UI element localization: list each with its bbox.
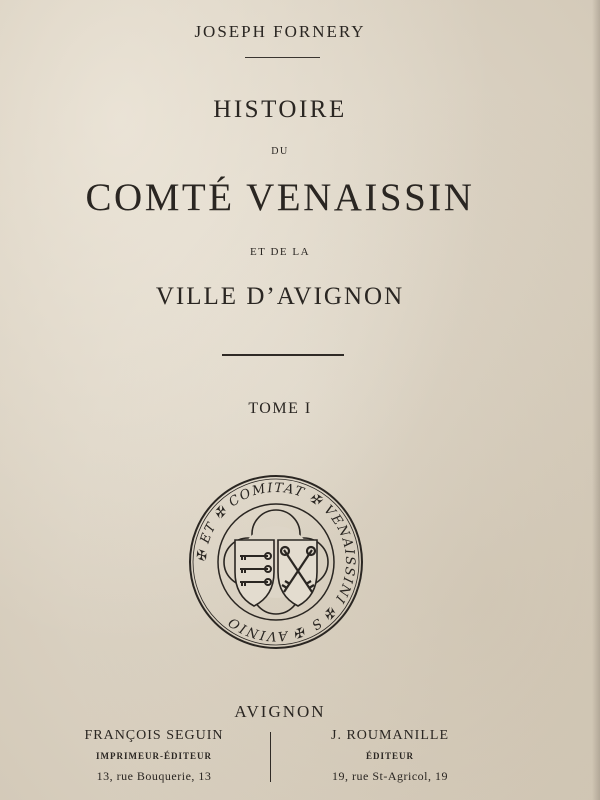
author-name: JOSEPH FORNERY xyxy=(194,22,366,41)
title-line-comte-venaissin: COMTÉ VENAISSIN xyxy=(85,176,475,219)
publication-city: AVIGNON xyxy=(234,702,326,721)
title-line-histoire: HISTOIRE xyxy=(213,96,347,123)
title-connector-du: DU xyxy=(271,146,289,157)
long-divider-rule xyxy=(222,354,344,356)
imprint-divider xyxy=(270,732,271,782)
short-divider-rule xyxy=(245,57,320,58)
printer-name: FRANÇOIS SEGUIN xyxy=(84,728,224,743)
publisher-imprint xyxy=(280,728,500,784)
printer-imprint xyxy=(44,728,264,784)
svg-text:✠ ET ✠ COMITAT ✠ VENAISSINI ✠: ✠ ET ✠ COMITAT ✠ VENAISSINI ✠ S ✠ AVINIO xyxy=(194,480,358,644)
printer-role: IMPRIMEUR-ÉDITEUR xyxy=(96,751,212,761)
publisher-name: J. ROUMANILLE xyxy=(331,728,449,743)
title-connector-et-de-la: ET DE LA xyxy=(249,246,311,258)
page-edge-shadow xyxy=(592,0,600,800)
publisher-address: 19, rue St-Agricol, 19 xyxy=(332,769,448,783)
volume-number: TOME I xyxy=(248,400,312,417)
title-line-ville-avignon: VILLE D’AVIGNON xyxy=(155,283,405,310)
publisher-role: ÉDITEUR xyxy=(365,751,414,761)
crossed-keys-seal-icon xyxy=(188,474,364,650)
printer-address: 13, rue Bouquerie, 13 xyxy=(96,769,212,783)
